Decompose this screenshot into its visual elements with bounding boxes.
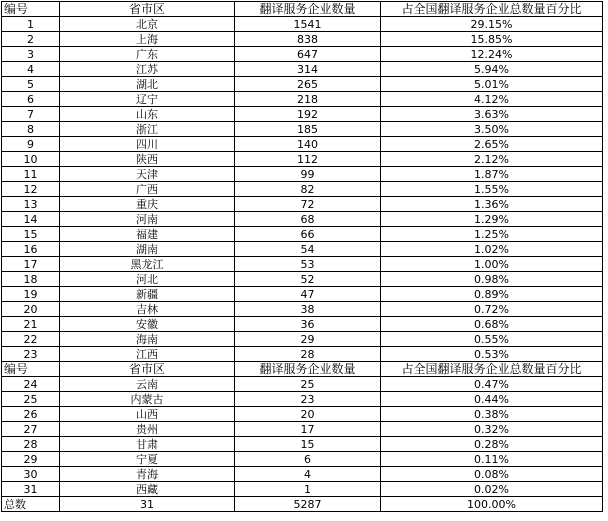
province-cell: 河北 xyxy=(60,272,235,287)
company-count-cell: 5287 xyxy=(235,497,381,512)
table-row xyxy=(2,152,603,167)
percentage-cell: 1.02% xyxy=(381,242,603,257)
row-number-cell: 12 xyxy=(2,182,60,197)
company-count-cell: 54 xyxy=(235,242,381,257)
province-cell: 山东 xyxy=(60,107,235,122)
percentage-cell: 0.28% xyxy=(381,437,603,452)
company-count-cell: 1541 xyxy=(235,17,381,32)
percentage-cell: 0.02% xyxy=(381,482,603,497)
row-number-cell: 16 xyxy=(2,242,60,257)
province-cell: 广西 xyxy=(60,182,235,197)
province-cell: 上海 xyxy=(60,32,235,47)
percentage-cell: 2.65% xyxy=(381,137,603,152)
company-count-cell: 4 xyxy=(235,467,381,482)
column-header: 省市区 xyxy=(60,2,235,17)
total-row xyxy=(2,497,603,512)
province-cell: 广东 xyxy=(60,47,235,62)
column-header: 占全国翻译服务企业总数量百分比 xyxy=(381,2,603,17)
row-number-cell: 9 xyxy=(2,137,60,152)
province-cell: 云南 xyxy=(60,377,235,392)
table-row xyxy=(2,242,603,257)
table-row xyxy=(2,422,603,437)
province-cell: 重庆 xyxy=(60,197,235,212)
row-number-cell: 6 xyxy=(2,92,60,107)
company-count-cell: 47 xyxy=(235,287,381,302)
company-count-cell: 140 xyxy=(235,137,381,152)
data-table xyxy=(1,1,603,512)
company-count-cell: 112 xyxy=(235,152,381,167)
table-row xyxy=(2,317,603,332)
row-number-cell: 14 xyxy=(2,212,60,227)
table-row xyxy=(2,122,603,137)
table-row xyxy=(2,167,603,182)
row-number-cell: 26 xyxy=(2,407,60,422)
row-number-cell: 20 xyxy=(2,302,60,317)
company-count-cell: 66 xyxy=(235,227,381,242)
column-header: 编号 xyxy=(2,2,60,17)
province-cell: 湖南 xyxy=(60,242,235,257)
table-row xyxy=(2,287,603,302)
table-row xyxy=(2,347,603,362)
row-number-cell: 10 xyxy=(2,152,60,167)
province-cell: 黑龙江 xyxy=(60,257,235,272)
company-count-cell: 82 xyxy=(235,182,381,197)
row-number-cell: 31 xyxy=(2,482,60,497)
percentage-cell: 1.29% xyxy=(381,212,603,227)
percentage-cell: 0.44% xyxy=(381,392,603,407)
percentage-cell: 1.25% xyxy=(381,227,603,242)
percentage-cell: 0.55% xyxy=(381,332,603,347)
row-number-cell: 18 xyxy=(2,272,60,287)
table-row xyxy=(2,437,603,452)
company-count-cell: 23 xyxy=(235,392,381,407)
company-count-cell: 314 xyxy=(235,62,381,77)
percentage-cell: 0.47% xyxy=(381,377,603,392)
company-count-cell: 72 xyxy=(235,197,381,212)
table-row xyxy=(2,32,603,47)
row-number-cell: 11 xyxy=(2,167,60,182)
province-cell: 海南 xyxy=(60,332,235,347)
table-row xyxy=(2,62,603,77)
table-row xyxy=(2,227,603,242)
company-count-cell: 38 xyxy=(235,302,381,317)
row-number-cell: 2 xyxy=(2,32,60,47)
column-header: 翻译服务企业数量 xyxy=(235,362,381,377)
province-cell: 江苏 xyxy=(60,62,235,77)
percentage-cell: 0.11% xyxy=(381,452,603,467)
company-count-cell: 25 xyxy=(235,377,381,392)
province-cell: 福建 xyxy=(60,227,235,242)
province-cell: 31 xyxy=(60,497,235,512)
company-count-cell: 53 xyxy=(235,257,381,272)
percentage-cell: 0.72% xyxy=(381,302,603,317)
province-cell: 安徽 xyxy=(60,317,235,332)
table-row xyxy=(2,137,603,152)
company-count-cell: 68 xyxy=(235,212,381,227)
row-number-cell: 7 xyxy=(2,107,60,122)
column-header: 编号 xyxy=(2,362,60,377)
percentage-cell: 1.55% xyxy=(381,182,603,197)
table-row xyxy=(2,182,603,197)
province-cell: 吉林 xyxy=(60,302,235,317)
percentage-cell: 29.15% xyxy=(381,17,603,32)
table-row xyxy=(2,407,603,422)
province-cell: 山西 xyxy=(60,407,235,422)
row-number-cell: 27 xyxy=(2,422,60,437)
percentage-cell: 0.89% xyxy=(381,287,603,302)
province-cell: 河南 xyxy=(60,212,235,227)
row-number-cell: 4 xyxy=(2,62,60,77)
percentage-cell: 1.87% xyxy=(381,167,603,182)
province-cell: 贵州 xyxy=(60,422,235,437)
province-cell: 内蒙古 xyxy=(60,392,235,407)
table-row xyxy=(2,92,603,107)
table-row xyxy=(2,77,603,92)
total-label: 总数 xyxy=(2,497,60,512)
table-row xyxy=(2,197,603,212)
row-number-cell: 30 xyxy=(2,467,60,482)
province-cell: 四川 xyxy=(60,137,235,152)
table-row xyxy=(2,272,603,287)
company-count-cell: 838 xyxy=(235,32,381,47)
row-number-cell: 23 xyxy=(2,347,60,362)
province-cell: 江西 xyxy=(60,347,235,362)
table-row xyxy=(2,332,603,347)
percentage-cell: 0.38% xyxy=(381,407,603,422)
company-count-cell: 185 xyxy=(235,122,381,137)
table-row xyxy=(2,392,603,407)
percentage-cell: 0.53% xyxy=(381,347,603,362)
table-row xyxy=(2,17,603,32)
table-row xyxy=(2,47,603,62)
percentage-cell: 100.00% xyxy=(381,497,603,512)
company-count-cell: 28 xyxy=(235,347,381,362)
column-header: 翻译服务企业数量 xyxy=(235,2,381,17)
company-count-cell: 36 xyxy=(235,317,381,332)
company-count-cell: 6 xyxy=(235,452,381,467)
column-header: 占全国翻译服务企业总数量百分比 xyxy=(381,362,603,377)
row-number-cell: 3 xyxy=(2,47,60,62)
company-count-cell: 29 xyxy=(235,332,381,347)
company-count-cell: 15 xyxy=(235,437,381,452)
company-count-cell: 17 xyxy=(235,422,381,437)
province-cell: 青海 xyxy=(60,467,235,482)
percentage-cell: 0.32% xyxy=(381,422,603,437)
company-count-cell: 1 xyxy=(235,482,381,497)
company-count-cell: 265 xyxy=(235,77,381,92)
header-row xyxy=(2,362,603,377)
table-row xyxy=(2,302,603,317)
table-row xyxy=(2,212,603,227)
province-cell: 宁夏 xyxy=(60,452,235,467)
row-number-cell: 1 xyxy=(2,17,60,32)
percentage-cell: 12.24% xyxy=(381,47,603,62)
percentage-cell: 5.94% xyxy=(381,62,603,77)
row-number-cell: 8 xyxy=(2,122,60,137)
row-number-cell: 13 xyxy=(2,197,60,212)
percentage-cell: 0.08% xyxy=(381,467,603,482)
company-count-cell: 192 xyxy=(235,107,381,122)
province-cell: 浙江 xyxy=(60,122,235,137)
company-count-cell: 20 xyxy=(235,407,381,422)
row-number-cell: 24 xyxy=(2,377,60,392)
row-number-cell: 17 xyxy=(2,257,60,272)
company-count-cell: 99 xyxy=(235,167,381,182)
table-row xyxy=(2,467,603,482)
province-cell: 天津 xyxy=(60,167,235,182)
company-count-cell: 52 xyxy=(235,272,381,287)
percentage-cell: 1.00% xyxy=(381,257,603,272)
province-cell: 陕西 xyxy=(60,152,235,167)
company-count-cell: 218 xyxy=(235,92,381,107)
table-row xyxy=(2,377,603,392)
percentage-cell: 4.12% xyxy=(381,92,603,107)
percentage-cell: 3.63% xyxy=(381,107,603,122)
province-cell: 北京 xyxy=(60,17,235,32)
row-number-cell: 22 xyxy=(2,332,60,347)
table-row xyxy=(2,482,603,497)
table-row xyxy=(2,257,603,272)
percentage-cell: 2.12% xyxy=(381,152,603,167)
percentage-cell: 0.98% xyxy=(381,272,603,287)
province-cell: 新疆 xyxy=(60,287,235,302)
percentage-cell: 15.85% xyxy=(381,32,603,47)
row-number-cell: 15 xyxy=(2,227,60,242)
row-number-cell: 28 xyxy=(2,437,60,452)
table-row xyxy=(2,452,603,467)
table-body xyxy=(2,2,603,512)
row-number-cell: 25 xyxy=(2,392,60,407)
percentage-cell: 3.50% xyxy=(381,122,603,137)
row-number-cell: 19 xyxy=(2,287,60,302)
header-row xyxy=(2,2,603,17)
province-cell: 湖北 xyxy=(60,77,235,92)
table-row xyxy=(2,107,603,122)
row-number-cell: 21 xyxy=(2,317,60,332)
province-cell: 辽宁 xyxy=(60,92,235,107)
company-count-cell: 647 xyxy=(235,47,381,62)
row-number-cell: 5 xyxy=(2,77,60,92)
province-cell: 甘肃 xyxy=(60,437,235,452)
percentage-cell: 5.01% xyxy=(381,77,603,92)
row-number-cell: 29 xyxy=(2,452,60,467)
percentage-cell: 0.68% xyxy=(381,317,603,332)
province-cell: 西藏 xyxy=(60,482,235,497)
percentage-cell: 1.36% xyxy=(381,197,603,212)
column-header: 省市区 xyxy=(60,362,235,377)
